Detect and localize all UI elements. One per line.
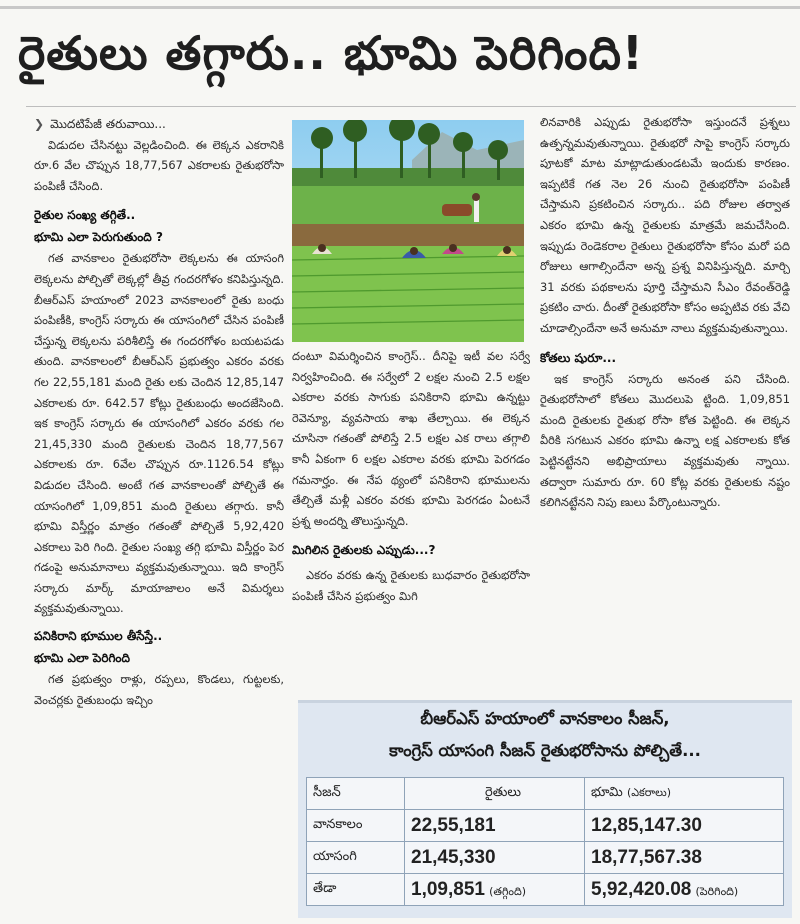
land-value: 12,85,147.30 bbox=[591, 814, 702, 836]
subheading: కోతలు షురూ... bbox=[540, 350, 617, 365]
subheading: మిగిలిన రైతులకు ఎప్పుడు...? bbox=[292, 543, 436, 558]
top-border bbox=[0, 6, 800, 9]
headline: రైతులు తగ్గారు.. భూమి పెరిగింది! bbox=[18, 26, 644, 80]
paragraph: గత వానకాలం రైతుభరోసా లెక్కలను ఈ యాసంగి లెక్కలను పోల్చితో లెక్కల్లో తీవ్ర గందరగోళం కనిపిస్తున్నది. బీఆర్ఎస్ హయాంలో 2023 వానకాలంలో రైతు బంధు పంపిణీకి, కాంగ్రెస్ సర్కారు ఈ యాసంగిలో చేసిన పంపిణీ చేస్తున్న లెక్కలను పరిశీలిస్తే ఈ గందరగోళం బయటపడు తుంది. వానకాలంలో బీఆర్ఎస్ ప్రభుత్వం ఎకరం వరకు గల 22,55,181 మంది రైతు లకు చెందిన 12,85,147 ఎకరాలకు రూ. 642.57 కోట్లు రైతుబంధు అందజేసింది. ఇక కాంగ్రెస్ సర్కారు ఈ యాసంగిలో ఎకరం వరకు గల 21,45,330 మంది రైతులకు చెందిన 18,77,567 ఎకరాలకు రూ. 6వేల చొప్పున రూ.1126.54 కోట్లు విడుదల చేసింది. అంటే గత వానకాలంతో పోల్చితే ఈ యాసంగిలో 1,09,851 మంది రైతులు తగ్గారు. కానీ భూమి విస్తీర్ణం మాత్రం గతంతో పోల్చితే 5,92,420 ఎకరాలు పెరి గింది. రైతుల సంఖ్య తగ్గి భూమి విస్తీర్ణం పెర గడంపై అనుమానాలు వ్యక్తమవుతున్నాయి. ఇది కాంగ్రెస్ సర్కారు మార్క్ మాయాజాలం అనే విమర్శలు వ్యక్తమవుతున్నాయి. bbox=[34, 251, 284, 616]
paragraph: విడుదల చేసినట్టు వెల్లడించింది. ఈ లెక్కన ఎకరానికి రూ.6 వేల చొప్పున 18,77,567 ఎకరాలకు రైతుభరోసా పంపిణీ చేసింది. bbox=[34, 137, 284, 193]
subheading: భూమి ఎలా పెరుగుతుంది ? bbox=[34, 230, 163, 245]
land-value: 18,77,567.38 bbox=[591, 846, 702, 868]
table-row bbox=[307, 874, 784, 906]
header-farmers: రైతులు bbox=[405, 778, 585, 810]
chevron-right-icon: ❯ bbox=[34, 117, 45, 131]
continuation-kicker bbox=[34, 114, 284, 135]
header-land-unit: (ఎకరాలు) bbox=[626, 785, 671, 799]
farmers-value: 1,09,851 bbox=[411, 878, 485, 900]
land-value: 5,92,420.08 bbox=[591, 878, 692, 900]
paragraph: గత ప్రభుత్వం రాళ్లు, రప్పలు, కొండలు, గుట్టలకు, వెంచర్లకు రైతుబంధు ఇచ్చిం bbox=[34, 672, 284, 707]
row-farmers bbox=[405, 874, 585, 906]
row-farmers bbox=[405, 810, 585, 842]
farmers-value: 22,55,181 bbox=[411, 814, 496, 836]
kicker-text: మొదటిపేజీ తరువాయి... bbox=[50, 117, 166, 131]
paragraph: దంటూ విమర్శించిన కాంగ్రెస్.. దీనిపై ఇటీ వల సర్వే నిర్వహించింది. ఈ సర్వేలో 2 లక్షల నుంచి 2.5 లక్షల ఎకరాల వరకు సాగుకు పనికిరాని భూమి ఉన్నట్టు రెవెన్యూ, వ్యవసాయ శాఖ తేల్చాయి. ఈ లెక్కన చూసినా గతంతో పోలిస్తే 2.5 లక్షల ఎక రాలు తగ్గాలి కానీ ఏకంగా 6 లక్షల ఎకరాల వరకు భూమి పెరగడం గమనార్హం. ఈ నేప థ్యంలో పనికిరాని భూములను తేల్చితే మళ్లీ ఎకరం వరకు భూమి పెరగడం ఏంటనే ప్రశ్న అందర్ని తొలుస్తున్నది. bbox=[292, 349, 530, 528]
header-season: సీజన్ bbox=[307, 778, 405, 810]
row-season: యాసంగి bbox=[307, 842, 405, 874]
paragraph: ఎకరం వరకు ఉన్న రైతులకు బుధవారం రైతుభరోసా పంపిణీ చేసిన ప్రభుత్వం మిగి bbox=[292, 568, 530, 603]
row-land bbox=[585, 842, 784, 874]
row-season: తేడా bbox=[307, 874, 405, 906]
header-land bbox=[585, 778, 784, 810]
table-header-row bbox=[307, 778, 784, 810]
row-season: వానకాలం bbox=[307, 810, 405, 842]
subheading: రైతుల సంఖ్య తగ్గితే.. bbox=[34, 208, 136, 223]
headline-rule bbox=[26, 106, 796, 107]
comparison-table bbox=[306, 777, 784, 906]
header-land-label: భూమి bbox=[591, 784, 623, 800]
subheading: భూమి ఎలా పెరిగింది bbox=[34, 651, 130, 666]
farmers-note: (తగ్గింది) bbox=[489, 884, 527, 898]
paragraph: ఇక కాంగ్రెస్ సర్కారు అనంత పని చేసింది. రైతుభరోసాలో కోతలు మొదలుపె ట్టింది. 1,09,851 మంది రైతులకు రైతుభ రోసా కోత పెట్టింది. ఈ లెక్కన వీరికి సగటున ఎకరం భూమి ఉన్నా లక్ష ఎకరాలకు కోత పెట్టినట్టేనని అభిప్రాయాలు వ్యక్తమవుతు న్నాయి. తద్వారా సుమారు రూ. 60 కోట్ల వరకు రైతులకు నష్టం కలిగినట్టేనని నిపు ణులు పేర్కొంటున్నారు. bbox=[540, 371, 790, 510]
table-title: బీఆర్ఎస్ హయాంలో వానకాలం సీజన్, bbox=[420, 709, 670, 728]
paragraph: లినవారికి ఎప్పుడు రైతుభరోసా ఇస్తుందనే ప్రశ్నలు ఉత్పన్నమవుతున్నాయి. రైతుభరో సాపై కాంగ్రెస్ సర్కారు పూటకో మాట మాట్లాడుతుండటమే ఇందుకు కారణం. ఇప్పటికే గత నెల 26 నుంచి రైతుభరోసా పంపిణీ చేస్తామని ప్రకటించిన సర్కారు.. పది రోజుల తర్వాత ఎకరం భూమి ఉన్న రైతులకు మాత్రమే జమచేసింది. ఇప్పుడు రెండెకరాల రైతులు రైతుభరోసా కోసం మరో పది రోజులు ఆగాల్సిందేనా అన్న ప్రశ్న వినిపిస్తున్నది. మార్చి 31 వరకు పథకాలను పూర్తి చేస్తామని సీఎం రేవంత్‌రెడ్డి ప్రకటిం చారు. దీంతో రైతుభరోసా కోసం అప్పటివ రకు వేచి చూడాల్సిందేనా అనే అనుమా నాలు వ్యక్తమవుతున్నాయి. bbox=[540, 115, 790, 335]
table-subtitle: కాంగ్రెస్ యాసంగి సీజన్ రైతుభరోసాను పోల్చితే... bbox=[389, 741, 701, 760]
column-3 bbox=[540, 112, 790, 513]
column-2 bbox=[292, 346, 530, 607]
column-1 bbox=[34, 114, 284, 710]
land-note: (పెరిగింది) bbox=[695, 884, 739, 898]
row-farmers bbox=[405, 842, 585, 874]
row-land bbox=[585, 810, 784, 842]
subheading: పనికిరాని భూముల తీసేస్తే.. bbox=[34, 629, 163, 644]
paddy-field-illustration bbox=[292, 120, 524, 342]
farm-photo bbox=[292, 120, 524, 342]
table-row bbox=[307, 810, 784, 842]
row-land bbox=[585, 874, 784, 906]
comparison-box bbox=[298, 700, 792, 918]
farmers-value: 21,45,330 bbox=[411, 846, 496, 868]
table-row bbox=[307, 842, 784, 874]
